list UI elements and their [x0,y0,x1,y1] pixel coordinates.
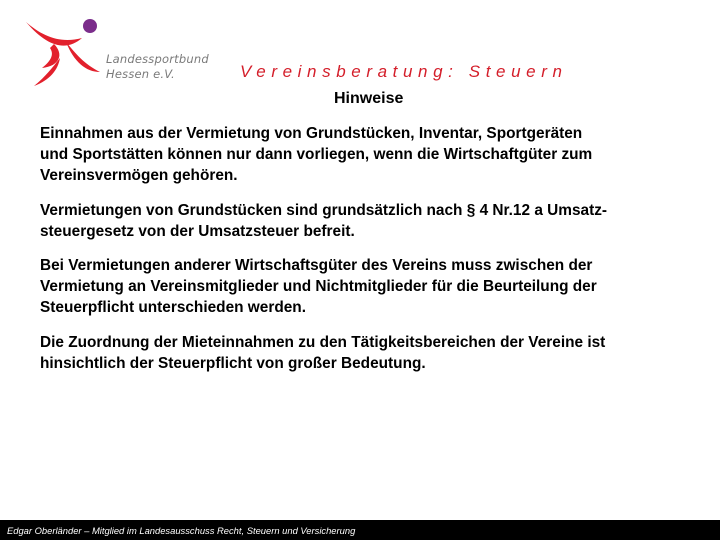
paragraph-line: Einnahmen aus der Vermietung von Grundstücken, Inventar, Sportgeräten [40,125,583,142]
slide-subtitle: Hinweise [334,90,404,107]
logo-line-2: Hessen e.V. [106,67,175,81]
slide-body [40,123,712,387]
slide-topic: Vereinsberatung: Steuern [240,62,568,81]
footer-text: Edgar Oberländer – Mitglied im Landesausschuss Recht, Steuern und Versicherung [7,525,356,536]
paragraph-4 [40,332,712,374]
athlete-logo-icon [20,14,110,94]
paragraph-line: Steuerpflicht unterschieden werden. [40,299,306,317]
paragraph-line: Vermietung an Vereinsmitglieder und Nichtmitglieder für die Beurteilung der [40,278,597,296]
paragraph-line: Die Zuordnung der Mieteinnahmen zu den Tätigkeitsbereichen der Vereine ist [40,333,606,351]
paragraph-line: Vereinsvermögen gehören. [40,167,238,185]
logo-line-1: Landessportbund [106,52,209,66]
paragraph-line: steuergesetz von der Umsatzsteuer befreit. [40,222,355,240]
footer-bar [0,520,720,540]
logo [20,14,210,94]
paragraph-3 [40,255,712,319]
paragraph-2 [40,200,712,242]
paragraph-line: hinsichtlich der Steuerpflicht von großer Bedeutung. [40,354,426,372]
paragraph-line: Bei Vermietungen anderer Wirtschaftsgüter des Vereins muss zwischen der [40,257,593,275]
paragraph-1 [40,123,712,187]
paragraph-line: und Sportstätten können nur dann vorliegen, wenn die Wirtschaftgüter zum [40,146,593,164]
paragraph-line: Vermietungen von Grundstücken sind grundsätzlich nach § 4 Nr.12 a Umsatz- [40,201,608,219]
